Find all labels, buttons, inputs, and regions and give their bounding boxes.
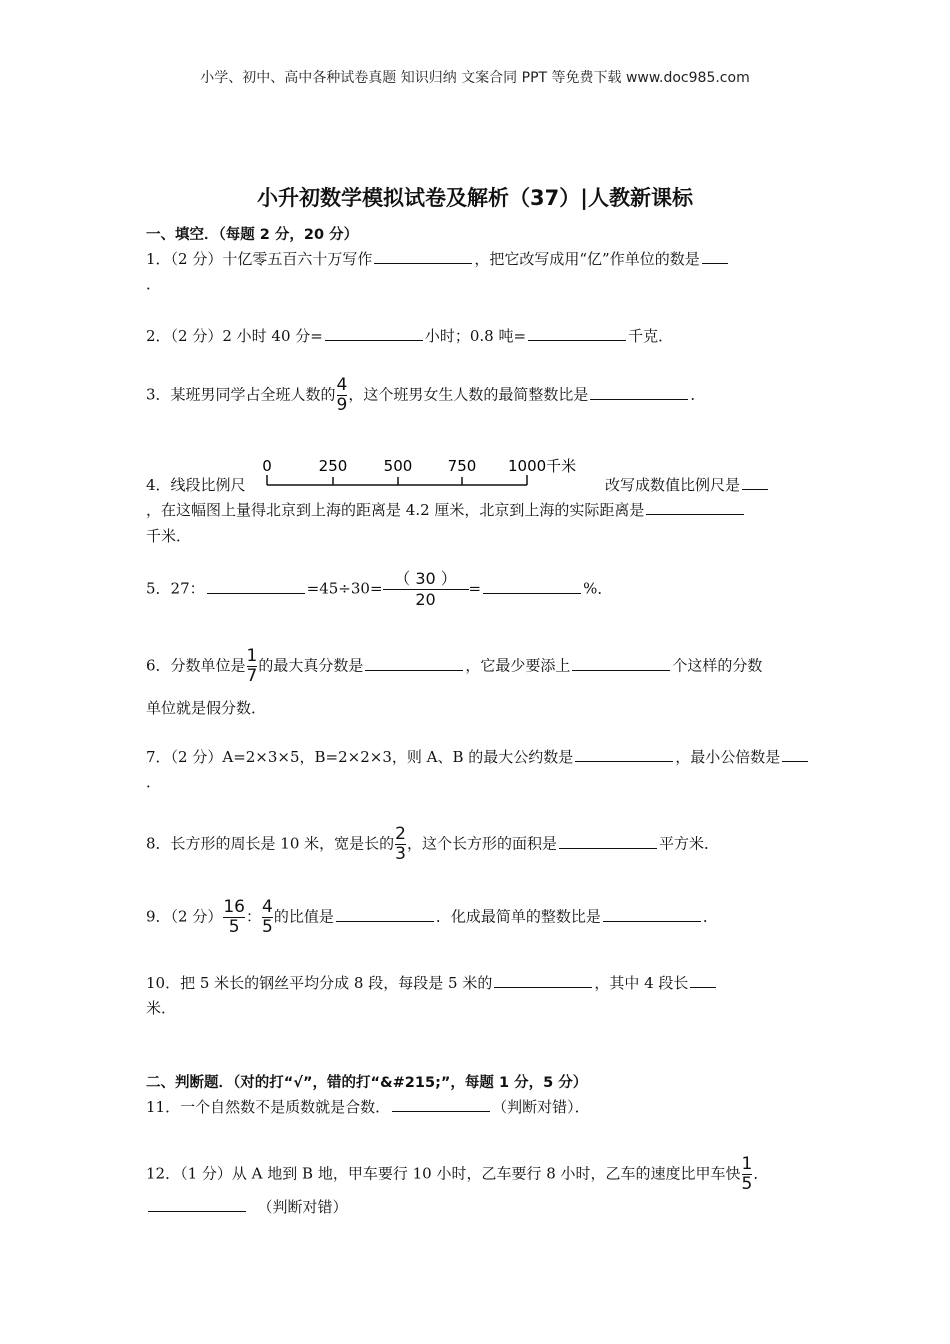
q12-text-b: ． [753, 1164, 769, 1183]
q9-separator: ： [246, 907, 262, 926]
q8-fraction [395, 826, 406, 863]
q9-denominator-2: 5 [262, 917, 273, 937]
q9-blank-2[interactable] [603, 906, 701, 922]
q10-text-a: 10．把 5 米长的钢丝平均分成 8 段，每段是 5 米的 [146, 974, 493, 992]
q3-denominator: 9 [336, 395, 348, 415]
q5-text-b: =45÷30= [306, 579, 383, 598]
q12-numerator: 1 [741, 1154, 753, 1174]
q5-text-a: 5．27： [146, 579, 205, 598]
question-1 [146, 248, 730, 269]
q6-text-a: 6．分数单位是 [146, 656, 246, 675]
q10-blank-1[interactable] [494, 972, 592, 988]
q5-blank-2[interactable] [483, 578, 581, 594]
scale-label-0: 0 [262, 457, 272, 475]
q12-text-a: 12．（1 分）从 A 地到 B 地，甲车要行 10 小时，乙车要行 8 小时，乙车的速度比甲车快 [146, 1164, 741, 1183]
q5-text-c: = [468, 579, 482, 598]
q12-fraction [742, 1156, 753, 1193]
q12-blank[interactable] [148, 1196, 246, 1212]
q8-text-c: 平方米． [659, 834, 720, 853]
q3-fraction [337, 377, 348, 414]
q10-text-c: 米． [146, 999, 177, 1017]
page-header: 小学、初中、高中各种试卷真题 知识归纳 文案合同 PPT 等免费下载 www.doc985.com [200, 70, 750, 86]
q1-end: ． [146, 275, 162, 293]
scale-label-750: 750 [447, 457, 477, 475]
q1-blank-2[interactable] [702, 248, 728, 264]
q5-denominator: 20 [415, 590, 436, 609]
q2-text-a: 2．（2 分）2 小时 40 分= [146, 327, 323, 345]
q1-text-b: ，把它改写成用“亿”作单位的数是 [474, 250, 700, 268]
q4-text-a: 4．线段比例尺 [146, 476, 246, 494]
q8-text-b: ，这个长方形的面积是 [407, 834, 558, 853]
q12-line-2 [146, 1196, 348, 1217]
question-8 [146, 826, 719, 863]
q3-text-c: ． [690, 385, 706, 404]
section-fill-in-title: 一、填空．（每题 2 分，20 分） [146, 227, 359, 243]
q8-text-a: 8．长方形的周长是 10 米，宽是长的 [146, 834, 395, 853]
q2-blank-2[interactable] [528, 325, 626, 341]
q11-blank[interactable] [392, 1096, 490, 1112]
q4-blank-1[interactable] [742, 474, 768, 490]
q6-fraction [247, 648, 258, 685]
q3-numerator: 4 [336, 375, 348, 395]
q7-text-b: ，最小公倍数是 [675, 748, 781, 766]
q3-text-a: 3．某班男同学占全班人数的 [146, 385, 336, 404]
section-judge-title: 二、判断题．（对的打“√”，错的打“&#215;”，每题 1 分，5 分） [146, 1075, 588, 1091]
question-11 [146, 1096, 590, 1117]
scale-bar-diagram [258, 452, 588, 488]
q11-text-a: 11．一个自然数不是质数就是合数． [146, 1098, 391, 1116]
q6-blank-2[interactable] [572, 655, 670, 671]
q6-text-b: 的最大真分数是 [258, 656, 364, 675]
q6-text-d: 个这样的分数 [672, 656, 763, 675]
scale-label-250: 250 [318, 457, 348, 475]
q4-text-b: 改写成数值比例尺是 [605, 476, 741, 494]
q2-text-c: 千克． [628, 327, 674, 345]
question-7 [146, 746, 810, 767]
question-10 [146, 972, 718, 993]
q9-text-a: 9．（2 分） [146, 907, 223, 926]
q4-part-b [605, 474, 770, 495]
q8-numerator: 2 [395, 824, 406, 844]
question-12 [146, 1156, 768, 1193]
q9-fraction-2 [262, 899, 273, 936]
q6-text-c: ，它最少要添上 [465, 656, 571, 675]
q12-denominator: 5 [741, 1174, 753, 1194]
q12-text-c: （判断对错） [257, 1198, 348, 1216]
q11-text-b: （判断对错）． [492, 1098, 590, 1116]
q7-text-a: 7．（2 分）A=2×3×5，B=2×2×3，则 A、B 的最大公约数是 [146, 748, 574, 766]
q3-blank[interactable] [590, 384, 688, 400]
q7-end: ． [146, 773, 162, 791]
q5-fraction [383, 570, 469, 609]
q6-denominator: 7 [246, 666, 258, 686]
q9-text-b: 的比值是 [273, 907, 334, 926]
q4-text-c: ，在这幅图上量得北京到上海的距离是 4.2 厘米，北京到上海的实际距离是 [146, 501, 645, 519]
q4-blank-2[interactable] [646, 499, 744, 515]
question-6 [146, 648, 762, 685]
q2-blank-1[interactable] [325, 325, 423, 341]
q7-blank-2[interactable] [782, 746, 808, 762]
q9-text-d: ． [702, 907, 718, 926]
question-2 [146, 325, 673, 346]
q9-numerator-2: 4 [262, 897, 273, 917]
q3-text-b: ，这个班男女生人数的最简整数比是 [348, 385, 589, 404]
q9-numerator-1: 16 [223, 897, 245, 917]
q9-blank-1[interactable] [336, 906, 434, 922]
q6-blank-1[interactable] [365, 655, 463, 671]
q5-blank-1[interactable] [207, 578, 305, 594]
q6-numerator: 1 [246, 646, 258, 666]
q4-text-d: 千米． [146, 527, 192, 545]
q10-text-b: ，其中 4 段长 [594, 974, 689, 992]
q2-text-b: 小时；0.8 吨= [424, 327, 527, 345]
q5-numerator[interactable]: （ 30 ） [394, 569, 457, 588]
q1-text-a: 1．（2 分）十亿零五百六十万写作 [146, 250, 373, 268]
question-5 [146, 570, 612, 609]
question-3 [146, 377, 705, 414]
q10-blank-2[interactable] [690, 972, 716, 988]
q1-blank-1[interactable] [374, 248, 472, 264]
q8-blank[interactable] [559, 833, 657, 849]
q9-text-c: ．化成最简单的整数比是 [435, 907, 601, 926]
q9-denominator-1: 5 [228, 917, 240, 937]
scale-label-500: 500 [383, 457, 413, 475]
scale-label-1000: 1000千米 [508, 457, 577, 475]
q7-blank-1[interactable] [575, 746, 673, 762]
page-title: 小升初数学模拟试卷及解析（37）|人教新课标 [257, 186, 693, 210]
q6-text-e: 单位就是假分数． [146, 699, 267, 717]
q5-text-d: %． [583, 579, 613, 598]
q4-part-c [146, 499, 746, 520]
q9-fraction-1 [223, 899, 245, 936]
q8-denominator: 3 [395, 844, 406, 864]
question-9 [146, 899, 718, 936]
